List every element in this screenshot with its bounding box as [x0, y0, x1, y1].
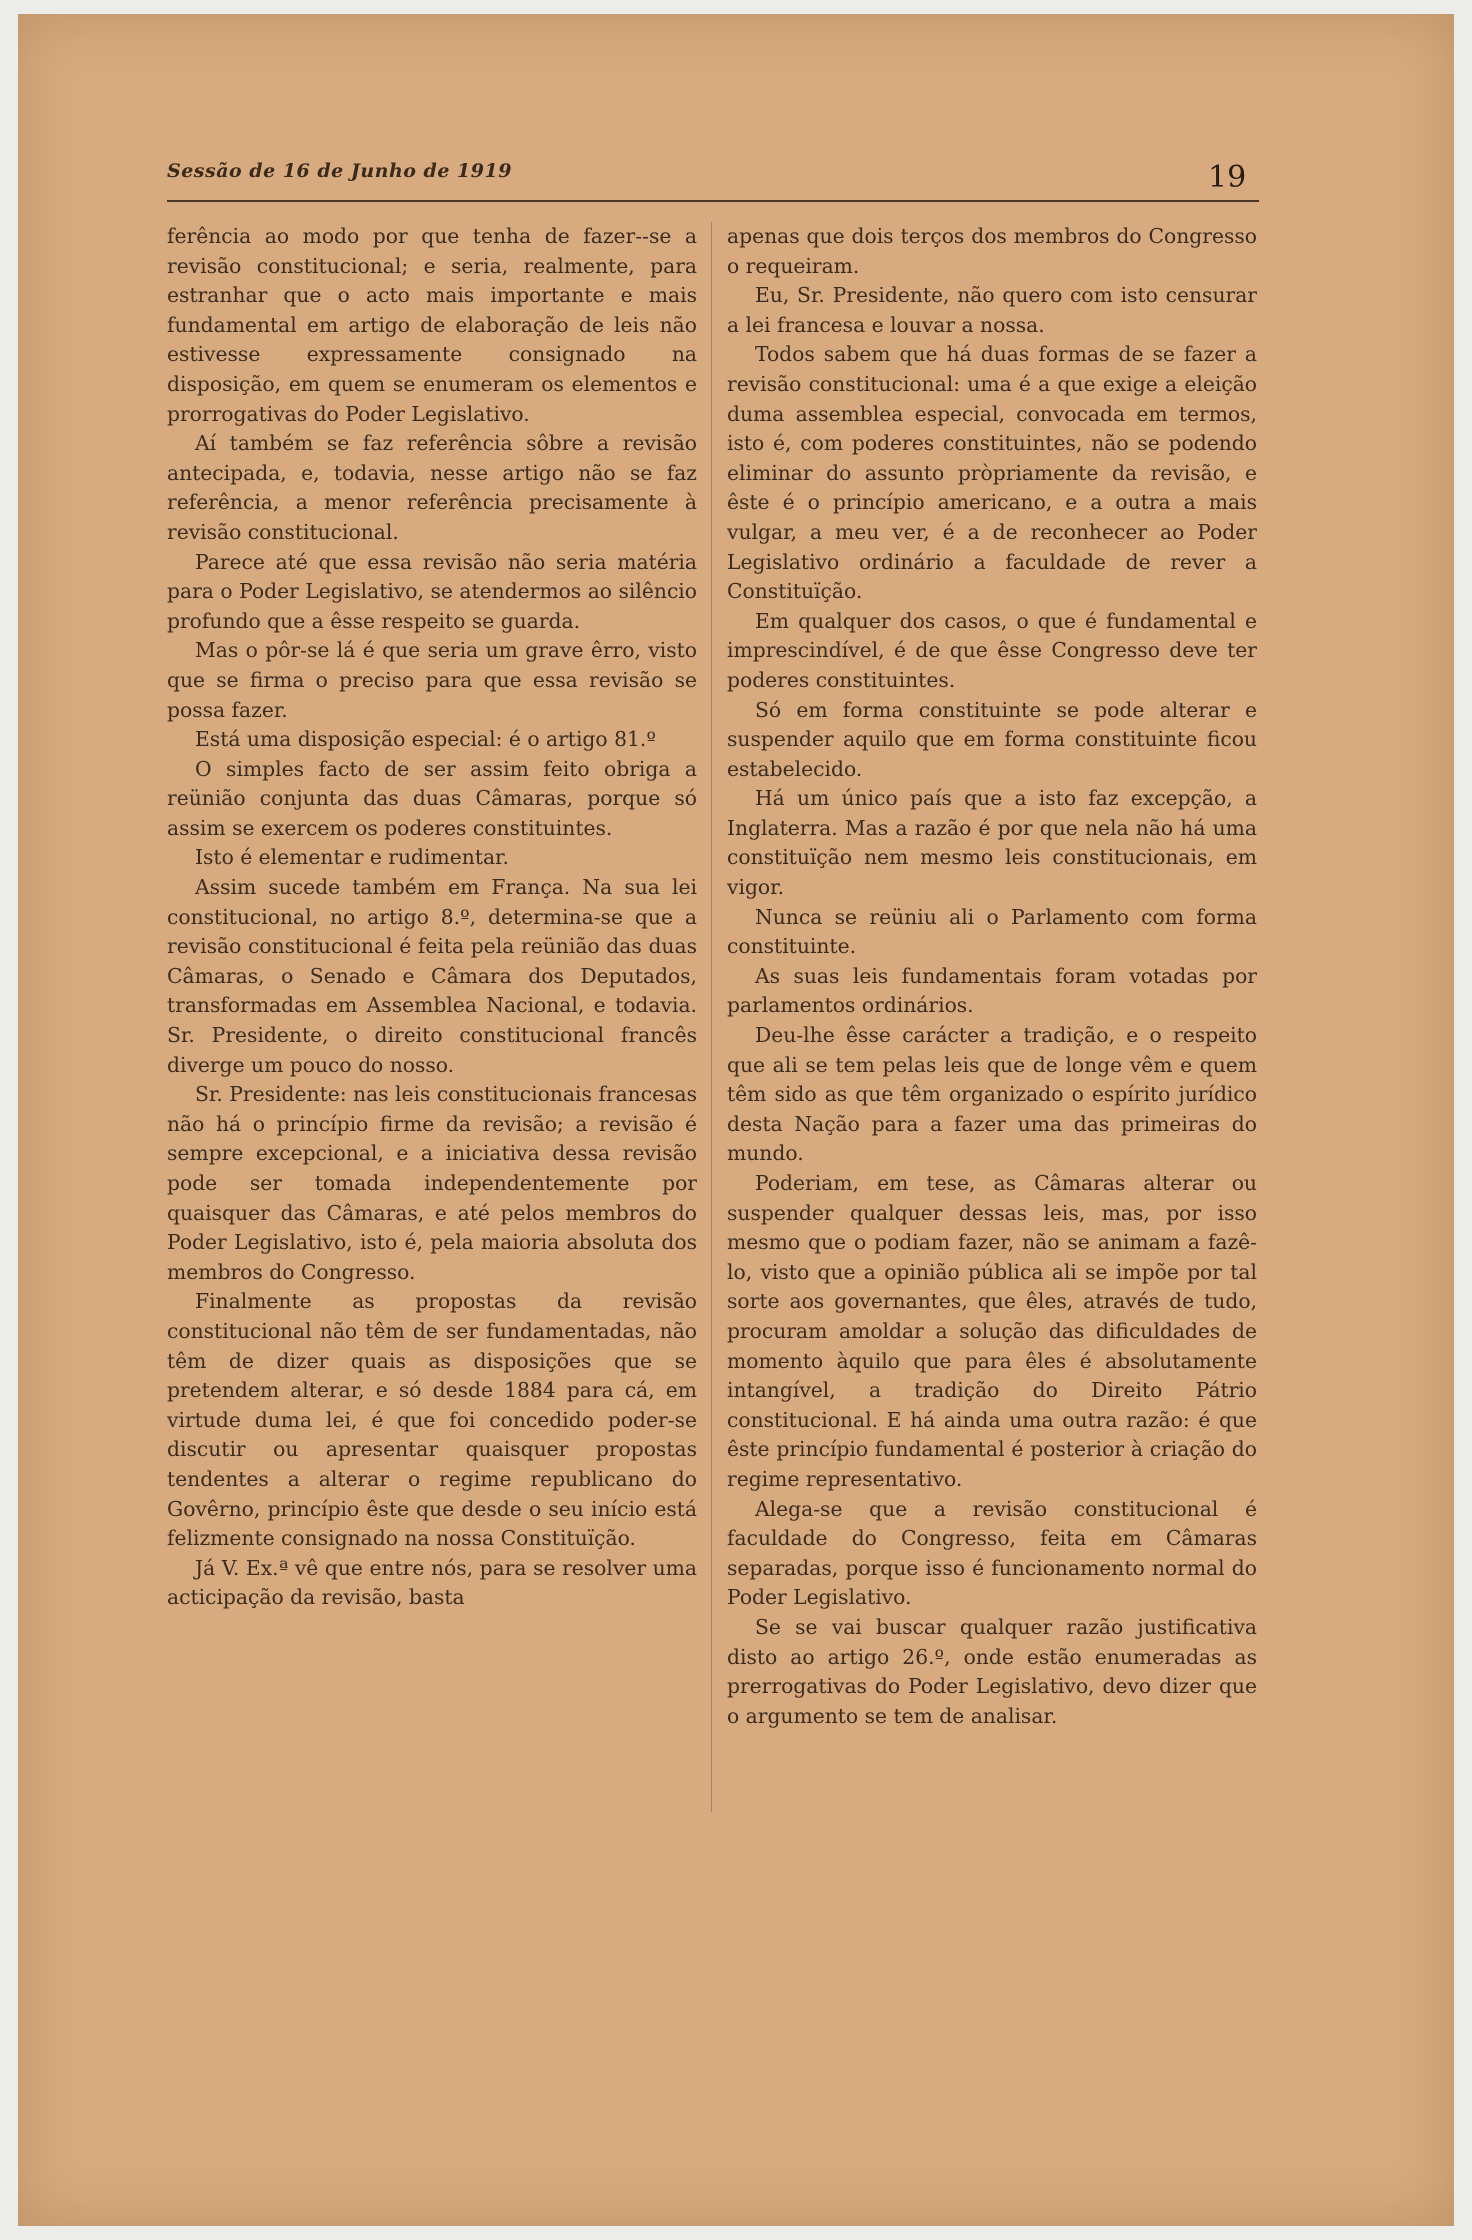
- paragraph: Se se vai buscar qualquer razão justificativa disto ao artigo 26.º, onde estão enumeradas as prerrogativas do Poder Legislativo, devo dizer que o argumento se tem de analisar.: [727, 1614, 1257, 1728]
- paragraph: Todos sabem que há duas formas de se fazer a revisão constitucional: uma é a que exige a eleição duma assemblea especial, convocada em termos, isto é, com poderes constituintes, não se podendo eliminar do assunto pròpriamente da revisão, e êste é o princípio americano, e a outra a mais vulgar, a meu ver, é a de reconhecer ao Poder Legislativo ordinário a faculdade de rever a Constituïção.: [727, 342, 1257, 604]
- paragraph: O simples facto de ser assim feito obriga a reünião conjunta das duas Câmaras, porque só assim se exercem os poderes constituintes.: [167, 756, 697, 840]
- paragraph: Alega-se que a revisão constitucional é faculdade do Congresso, feita em Câmaras separadas, porque isso é funcionamento normal do Poder Legislativo.: [727, 1496, 1257, 1610]
- paragraph: Deu-lhe êsse carácter a tradição, e o respeito que ali se tem pelas leis que de longe vêm e quem têm sido as que têm organizado o espírito jurídico desta Nação para a fazer uma das primeiras do mundo.: [727, 1023, 1257, 1166]
- paragraph: Aí também se faz referência sôbre a revisão antecipada, e, todavia, nesse artigo não se faz referência, a menor referência precisamente à revisão constitucional.: [167, 431, 697, 544]
- paragraph: Eu, Sr. Presidente, não quero com isto censurar a lei francesa e louvar a nossa.: [727, 283, 1257, 337]
- paragraph: Isto é elementar e rudimentar.: [195, 845, 509, 870]
- paragraph: As suas leis fundamentais foram votadas por parlamentos ordinários.: [727, 963, 1257, 1018]
- paragraph: Está uma disposição especial: é o artigo 81.º: [195, 727, 656, 752]
- right-column: [727, 222, 1257, 1731]
- paragraph: Só em forma constituinte se pode alterar e suspender aquilo que em forma constituinte ficou estabelecido.: [727, 697, 1257, 781]
- paragraph: Mas o pôr-se lá é que seria um grave êrro, visto que se firma o preciso para que essa revisão se possa fazer.: [167, 638, 697, 722]
- paragraph: Nunca se reüniu ali o Parlamento com forma constituinte.: [727, 904, 1257, 959]
- paragraph: apenas que dois terços dos membros do Congresso o requeiram.: [727, 224, 1257, 278]
- paragraph: Em qualquer dos casos, o que é fundamental e imprescindível, é de que êsse Congresso deve ter poderes constituintes.: [727, 608, 1257, 692]
- paragraph: Sr. Presidente: nas leis constitucionais francesas não há o princípio firme da revisão; a revisão é sempre excepcional, e a iniciativa dessa revisão pode ser tomada independentemente por quaisquer das Câmaras, e até pelos membros do Poder Legislativo, isto é, pela maioria absoluta dos membros do Congresso.: [167, 1082, 697, 1284]
- running-head: Sessão de 16 de Junho de 1919: [167, 160, 512, 182]
- paragraph: Poderiam, em tese, as Câmaras alterar ou suspender qualquer dessas leis, mas, por isso mesmo que o podiam fazer, não se animam a fazê-lo, visto que a opinião pública ali se impõe por tal sorte aos governantes, que êles, através de tudo, procuram amoldar a solução das dificuldades de momento àquilo que para êles é absolutamente intangível, a tradição do Direito Pátrio constitucional. E há ainda uma outra razão: é que êste princípio fundamental é posterior à criação do regime representativo.: [727, 1171, 1257, 1491]
- column-divider: [711, 222, 712, 1812]
- paragraph: Há um único país que a isto faz excepção, a Inglaterra. Mas a razão é por que nela não há uma constituïção nem mesmo leis constitucionais, em vigor.: [727, 786, 1257, 900]
- paragraph: Parece até que essa revisão não seria matéria para o Poder Legislativo, se atendermos ao silêncio profundo que a êsse respeito se guarda.: [167, 549, 697, 633]
- paragraph: Finalmente as propostas da revisão constitucional não têm de ser fundamentadas, não têm de dizer quais as disposições que se pretendem alterar, e só desde 1884 para cá, em virtude duma lei, é que foi concedido poder-se discutir ou apresentar quaisquer propostas tendentes a alterar o regime republicano do Govêrno, princípio êste que desde o seu início está felizmente consignado na nossa Constituïção.: [167, 1289, 697, 1551]
- paragraph: Assim sucede também em França. Na sua lei constitucional, no artigo 8.º, determina-se que a revisão constitucional é feita pela reünião das duas Câmaras, o Senado e Câmara dos Deputados, transformadas em Assemblea Nacional, e todavia. Sr. Presidente, o direito constitucional francês diverge um pouco do nosso.: [167, 875, 697, 1077]
- paragraph: Já V. Ex.ª vê que entre nós, para se resolver uma acticipação da revisão, basta: [167, 1555, 697, 1610]
- header-rule: [167, 200, 1259, 202]
- page-number: 19: [1208, 160, 1247, 195]
- paragraph: ferência ao modo por que tenha de fazer--se a revisão constitucional; e seria, realmente, para estranhar que o acto mais importante e mais fundamental em artigo de elaboração de leis não estivesse expressamente consignado na disposição, em quem se enumeram os elementos e prorrogativas do Poder Legislativo.: [167, 224, 697, 426]
- left-column: [167, 222, 697, 1613]
